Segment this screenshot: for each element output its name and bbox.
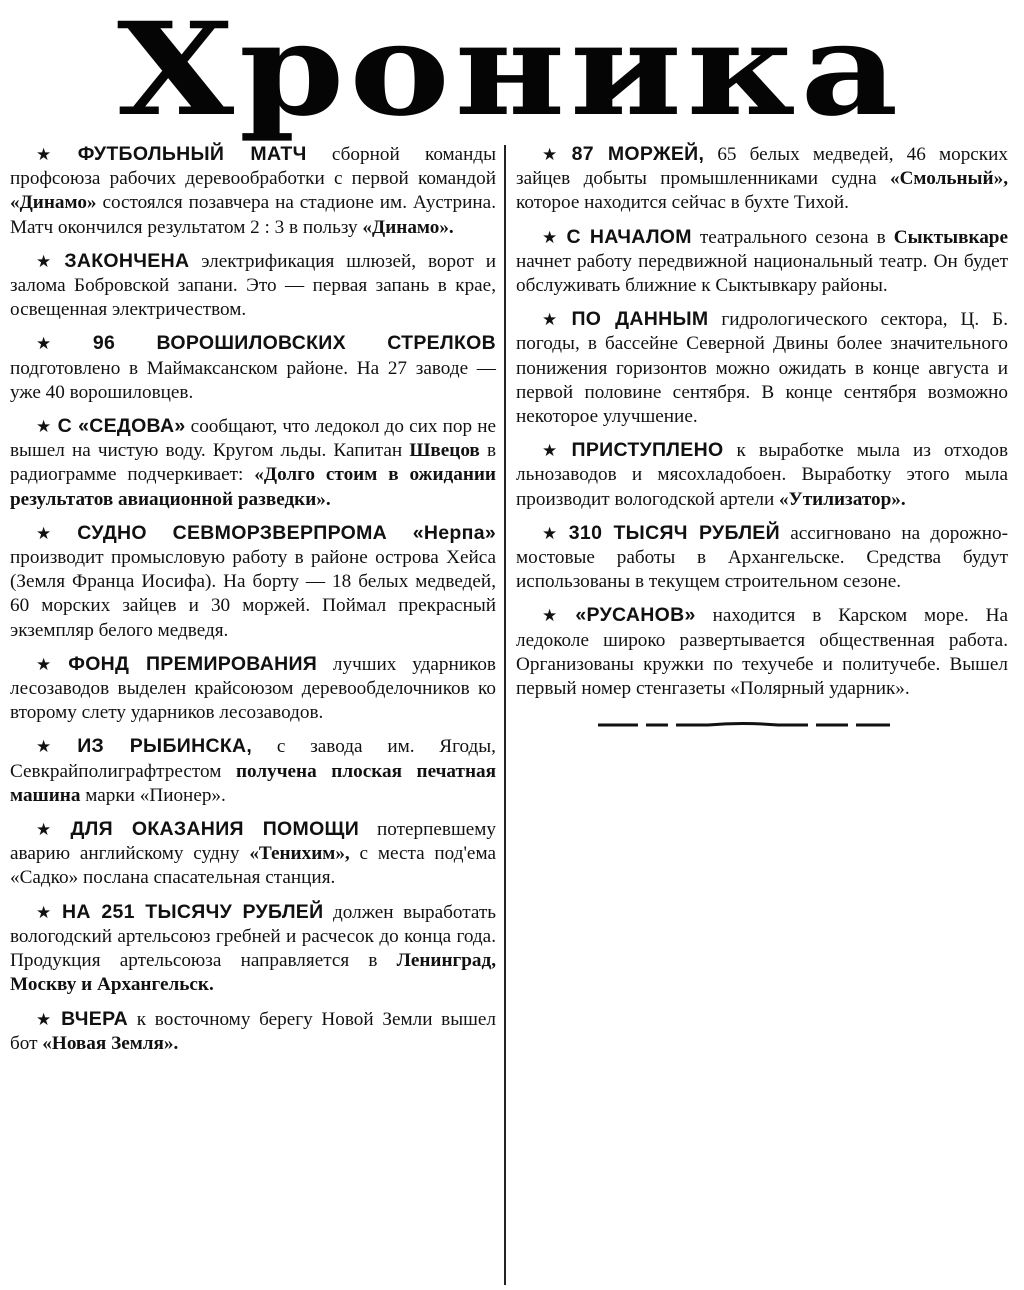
item-headline: 96 ВОРОШИЛОВСКИХ СТРЕЛКОВ: [92, 332, 496, 355]
item-text: 65 белых медведей, 46 морских зайцев добыты промышленниками судна: [516, 144, 1008, 190]
item-headline: ИЗ РЫБИНСКА,: [77, 735, 253, 758]
item-headline: 87 МОРЖЕЙ,: [571, 143, 705, 165]
item-text: марки «Пионер».: [80, 784, 226, 806]
item-text-bold: «Новая Земля».: [42, 1032, 179, 1054]
star-icon: ★: [542, 523, 563, 543]
masthead: [0, 0, 1024, 145]
star-icon: ★: [542, 227, 561, 247]
item-headline: НА 251 ТЫСЯЧУ РУБЛЕЙ: [62, 900, 324, 923]
star-icon: ★: [36, 523, 72, 543]
item-text: с места под'ема «Садко» послана спасательная станция.: [10, 843, 496, 889]
item-text: начнет работу передвижной национальный театр. Он будет обслуживать ближние к Сыктывкару районы.: [516, 250, 1008, 297]
item-text: подготовлено в Маймаксанском районе. На 27 заводе — уже 40 ворошиловцев.: [10, 357, 496, 403]
item-text: состоялся позавчера на стадионе им. Аустрина. Матч окончился результатом 2 : 3 в пользу: [10, 192, 496, 238]
star-icon: ★: [36, 251, 59, 271]
item-headline: 310 ТЫСЯЧ РУБЛЕЙ: [568, 521, 780, 544]
item-text: лучших ударников лесозаводов выделен крайсоюзом деревообделочников ко второму слету ударников лесозаводов.: [10, 653, 496, 724]
item-text-bold: «Утилизатор».: [779, 488, 906, 510]
news-item: [8, 521, 498, 643]
item-text: в радиограмме подчеркивает:: [10, 440, 496, 486]
news-item: [8, 1007, 498, 1056]
star-icon: ★: [36, 902, 57, 922]
item-text: электрификация шлюзей, ворот и залома Бобровской запани. Это — первая запань в крае, освещенная электричеством.: [10, 250, 496, 321]
news-item: [8, 817, 498, 891]
news-item: [514, 521, 1010, 595]
item-headline: ДЛЯ ОКАЗАНИЯ ПОМОЩИ: [70, 818, 360, 841]
item-headline: СУДНО СЕВМОРЗВЕРПРОМА «Нерпа»: [77, 521, 496, 544]
item-text-bold: «Долго стоим в ожидании результатов авиационной разведки».: [10, 464, 496, 510]
item-headline: ЗАКОНЧЕНА: [64, 249, 190, 272]
star-icon: ★: [542, 310, 566, 330]
star-icon: ★: [542, 145, 566, 164]
item-text: производит промысловую работу в районе острова Хейса (Земля Франца Иосифа). На борту — 18 белых медведей, 60 морских зайцев и 30 моржей. Поймал прекрасный экземпляр белого медведя.: [10, 547, 496, 641]
item-text-bold: «Динамо»: [10, 192, 97, 214]
item-headline: С НАЧАЛОМ: [566, 225, 692, 248]
news-item: [514, 225, 1010, 299]
item-text-bold: «Динамо».: [362, 216, 454, 238]
item-text: ассигновано на дорожно-мостовые работы в Архангельске. Средства будут использованы в текущем строительном сезоне.: [516, 522, 1009, 593]
item-text-bold: «Тенихим»,: [249, 843, 350, 865]
news-item: [8, 331, 498, 405]
star-icon: ★: [36, 737, 72, 757]
star-icon: ★: [36, 820, 65, 840]
news-item: [514, 307, 1010, 429]
item-text-bold: Ленинград, Москву и Архангельск.: [10, 950, 496, 996]
star-icon: ★: [36, 334, 87, 354]
news-item: [514, 603, 1010, 701]
star-icon: ★: [542, 606, 570, 626]
item-text: к выработке мыла из отходов льнозаводов и мясохладобоен. Выработку этого мыла производит вологодской артели: [516, 440, 1009, 510]
item-text: должен выработать вологодский артельсоюз гребней и расчесок до конца года. Продукция артельсоюза направляется в: [10, 901, 497, 972]
item-text-bold: Швецов: [409, 440, 480, 462]
news-item: [8, 414, 498, 512]
item-headline: ФУТБОЛЬНЫЙ МАТЧ: [77, 143, 307, 165]
item-text: к восточному берегу Новой Земли вышел бот: [10, 1008, 496, 1054]
news-item: [8, 142, 498, 240]
item-headline: ФОНД ПРЕМИРОВАНИЯ: [68, 652, 318, 675]
news-item: [8, 249, 498, 323]
item-text-bold: Сыктывкаре: [893, 226, 1008, 248]
star-icon: ★: [36, 417, 52, 437]
star-icon: ★: [36, 1009, 56, 1029]
item-text: потерпевшему аварию английскому судну: [10, 819, 497, 865]
item-headline: «РУСАНОВ»: [575, 604, 696, 627]
item-text-bold: получена плоская печатная машина: [10, 760, 496, 806]
item-text: театрального сезона в: [691, 226, 894, 248]
item-text: сборной команды профсоюза рабочих деревообработки с первой командой: [10, 144, 496, 190]
item-text: сообщают, что ледокол до сих пор не вышел на чистую воду. Кругом льды. Капитан: [10, 416, 496, 462]
news-item: [8, 734, 498, 808]
star-icon: ★: [36, 654, 63, 674]
end-ornament: [598, 722, 890, 728]
news-item: [8, 652, 498, 726]
column-divider: [504, 145, 506, 1285]
news-item: [514, 438, 1010, 512]
page-title: Хроника: [116, 0, 904, 145]
right-column: [514, 142, 1010, 710]
item-headline: ВЧЕРА: [61, 1007, 129, 1030]
item-text-bold: «Смольный»,: [889, 168, 1008, 190]
star-icon: ★: [542, 441, 566, 461]
item-headline: ПРИСТУПЛЕНО: [571, 439, 724, 462]
item-headline: С «СЕДОВА»: [57, 415, 186, 438]
item-text: находится в Карском море. На ледоколе широко развертывается общественная работа. Организованы кружки по техучебе и политучебе. Вышел первый номер стенгазеты «Полярный ударник».: [516, 605, 1008, 700]
item-text: с завода им. Ягоды, Севкрайполиграфтрестом: [10, 736, 496, 782]
news-item: [514, 142, 1010, 216]
left-column: [8, 142, 498, 1065]
item-text: гидрологического сектора, Ц. Б. погоды, в бассейне Северной Двины более значительного понижения горизонтов можно ожидать в конце августа и первой половине сентября. В конце сентября возможно некоторое улучшение.: [516, 309, 1008, 428]
star-icon: ★: [36, 145, 72, 164]
item-text: которое находится сейчас в бухте Тихой.: [516, 192, 849, 214]
item-headline: ПО ДАННЫМ: [571, 308, 709, 331]
news-item: [8, 900, 498, 998]
